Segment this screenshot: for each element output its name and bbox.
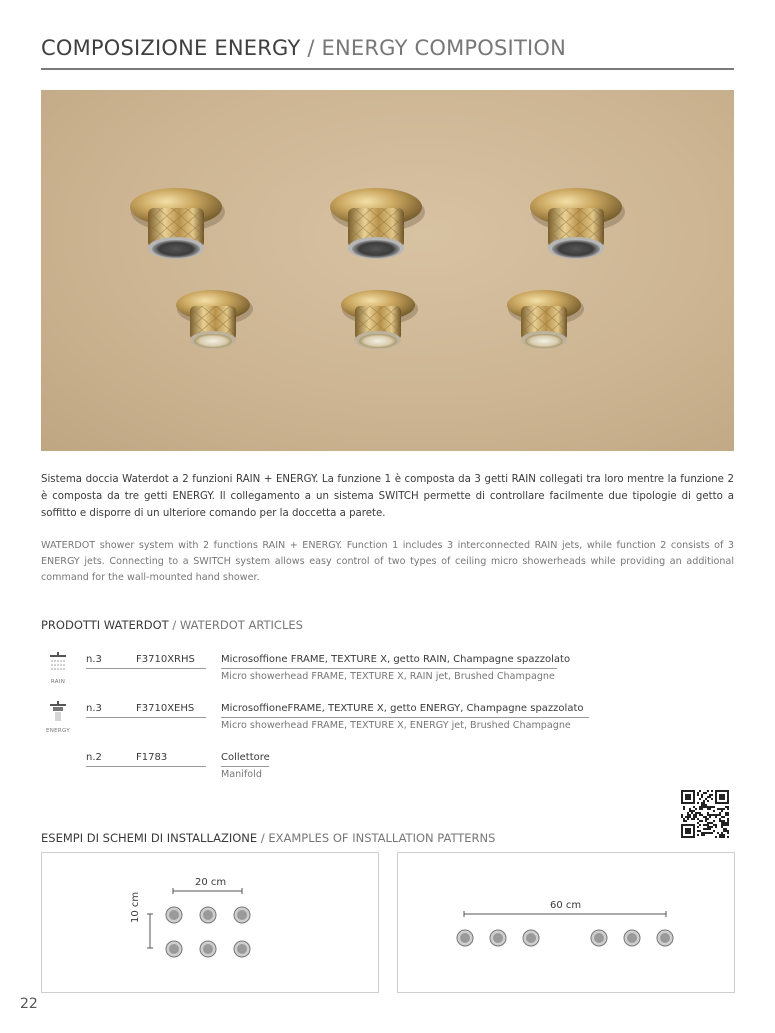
showerhead-dot-core [594,933,604,943]
width-dimension-label: 60 cm [550,900,582,911]
article-code: F1783 [136,752,168,763]
showerhead-dot-core [627,933,637,943]
installation-heading-english: EXAMPLES OF INSTALLATION PATTERNS [268,831,496,845]
linear-pattern-drawing [398,853,734,992]
title-italian: COMPOSIZIONE ENERGY [41,36,301,60]
articles-heading [41,618,303,632]
installation-heading-separator: / [260,831,265,845]
qr-code-icon [681,790,729,838]
article-row-divider [221,766,269,767]
installation-heading [41,831,495,845]
hero-image [41,90,734,451]
articles-heading-separator: / [172,618,177,632]
article-code: F3710XRHS [136,654,195,665]
showerhead-dot-core [460,933,470,943]
showerhead-dot-core [493,933,503,943]
description-italian: Sistema doccia Waterdot a 2 funzioni RAIN + ENERGY. La funzione 1 è composta da 3 getti RAIN collegati tra loro mentre la funzione 2 è composta da tre getti ENERGY. Il collegamento a un sistema SWITCH permette di controllare facilmente due tipologie di getto a soffitto e disporre di un ulteriore comando per la doccetta a parete. [41,474,734,519]
showerhead-dot-core [203,944,213,954]
description-english: WATERDOT shower system with 2 functions RAIN + ENERGY. Function 1 includes 3 interconnected RAIN jets, while function 2 consists of 3 ENERGY jets. Connecting to a SWITCH system allows easy control of two types of ceiling micro showerheads while providing an additional command for the wall-mounted hand shower. [41,540,734,583]
articles-heading-italian: PRODOTTI WATERDOT [41,618,169,632]
article-description-english: Micro showerhead FRAME, TEXTURE X, RAIN jet, Brushed Champagne [221,671,555,682]
article-row-divider [86,717,206,718]
height-dimension-label: 10 cm [130,891,141,923]
showerhead-dot-core [169,910,179,920]
title-separator: / [307,36,315,60]
energy-shower-icon [47,701,69,723]
rain-head [130,188,225,259]
showerhead-dot-core [237,944,247,954]
articles-heading-english: WATERDOT ARTICLES [179,618,303,632]
rain-head [530,188,625,259]
article-row-divider [221,668,557,669]
article-description-english: Micro showerhead FRAME, TEXTURE X, ENERGY jet, Brushed Champagne [221,720,571,731]
article-description-italian: MicrosoffioneFRAME, TEXTURE X, getto ENERGY, Champagne spazzolato [221,703,584,714]
article-row-divider [86,766,206,767]
rain-icon-caption: RAIN [50,679,66,685]
article-icon-rain [38,652,78,685]
article-row-divider [221,717,589,718]
article-code: F3710XEHS [136,703,195,714]
article-row-divider [86,668,206,669]
installation-heading-italian: ESEMPI DI SCHEMI DI INSTALLAZIONE [41,831,258,845]
energy-icon-caption: ENERGY [45,728,71,734]
showerhead-dot-core [660,933,670,943]
article-description-italian: Microsoffione FRAME, TEXTURE X, getto RAIN, Champagne spazzolato [221,654,571,665]
energy-head [341,290,418,349]
title-divider [41,68,734,70]
article-description-english: Manifold [221,769,262,780]
rain-shower-icon [47,652,69,674]
showerhead-dot-core [203,910,213,920]
grid-pattern-drawing [42,853,378,992]
installation-pattern-linear [397,852,735,993]
energy-head [507,290,584,349]
page-number: 22 [20,996,38,1012]
energy-head [176,290,253,349]
article-qty: n.3 [86,654,102,665]
article-qty: n.3 [86,703,102,714]
rain-head [330,188,425,259]
width-dimension-label: 20 cm [195,877,227,888]
article-icon-energy [38,701,78,734]
showerhead-dot-core [526,933,536,943]
ceiling-showerheads-render [41,90,734,451]
showerhead-dot-core [169,944,179,954]
article-description-italian: Collettore [221,752,270,763]
installation-pattern-grid [41,852,379,993]
article-qty: n.2 [86,752,102,763]
showerhead-dot-core [237,910,247,920]
title-english: ENERGY COMPOSITION [321,36,567,60]
qr-code[interactable] [681,790,729,838]
page-title [41,36,566,60]
